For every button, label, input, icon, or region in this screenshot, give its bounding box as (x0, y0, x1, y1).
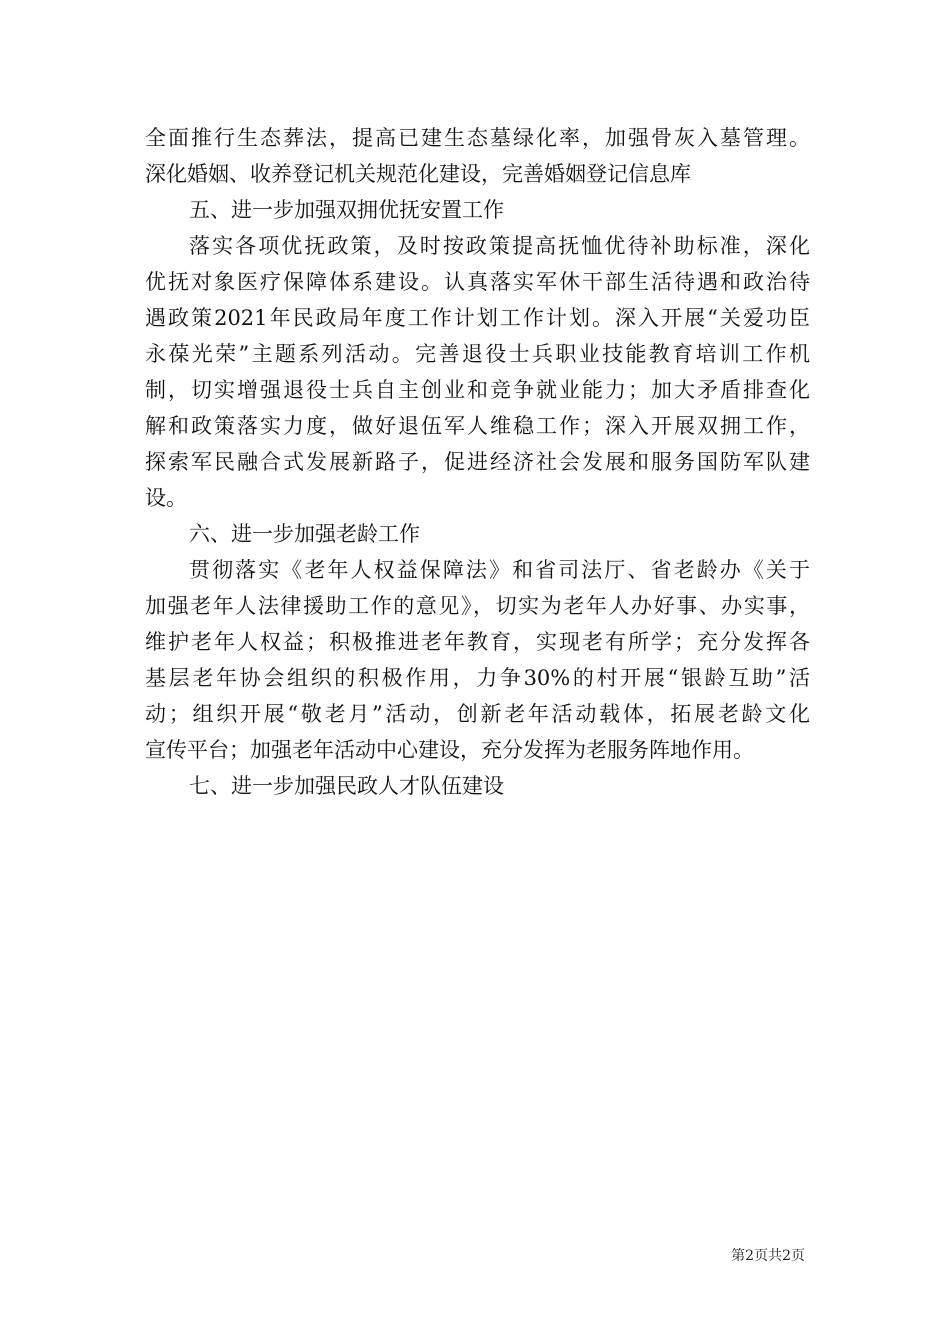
text-line: 加强老年人法律援助工作的意见》，切实为老年人办好事、办实事， (145, 594, 810, 618)
text-line: 优抚对象医疗保障体系建设。认真落实军休干部生活待遇和政治待 (145, 270, 810, 294)
paragraph-preferential-treatment (145, 228, 810, 516)
section-heading-5: 五、进一步加强双拥优抚安置工作 (189, 198, 504, 222)
text-line: 落实各项优抚政策，及时按政策提高抚恤优待补助标准，深化 (189, 234, 810, 258)
section-heading-6: 六、进一步加强老龄工作 (189, 522, 420, 546)
paragraph-continuation (145, 120, 810, 192)
text-line: 永葆光荣”主题系列活动。完善退役士兵职业技能教育培训工作机 (145, 342, 810, 366)
text-line: 设。 (145, 486, 187, 510)
text-line: 宣传平台；加强老年活动中心建设，充分发挥为老服务阵地作用。 (145, 738, 754, 762)
text-line: 维护老年人权益；积极推进老年教育，实现老有所学；充分发挥各 (145, 630, 810, 654)
paragraph-elderly-work (145, 552, 810, 768)
text-line: 全面推行生态葬法，提高已建生态墓绿化率，加强骨灰入墓管理。 (145, 126, 810, 150)
text-line: 遇政策2021年民政局年度工作计划工作计划。深入开展“关爱功臣 (145, 306, 810, 330)
section-heading-7: 七、进一步加强民政人才队伍建设 (189, 774, 504, 798)
text-line: 贯彻落实《老年人权益保障法》和省司法厅、省老龄办《关于 (189, 558, 810, 582)
text-line: 基层老年协会组织的积极作用，力争30%的村开展“银龄互助”活 (145, 666, 810, 690)
text-line: 制，切实增强退役士兵自主创业和竞争就业能力；加大矛盾排查化 (145, 378, 810, 402)
text-line: 解和政策落实力度，做好退伍军人维稳工作；深入开展双拥工作， (145, 414, 810, 438)
text-line: 探索军民融合式发展新路子，促进经济社会发展和服务国防军队建 (145, 450, 810, 474)
page-number: 第2页共2页 (731, 1248, 805, 1264)
text-line: 动；组织开展“敬老月”活动，创新老年活动载体，拓展老龄文化 (145, 702, 810, 726)
text-line: 深化婚姻、收养登记机关规范化建设，完善婚姻登记信息库 (145, 162, 691, 186)
document-body (145, 120, 810, 804)
